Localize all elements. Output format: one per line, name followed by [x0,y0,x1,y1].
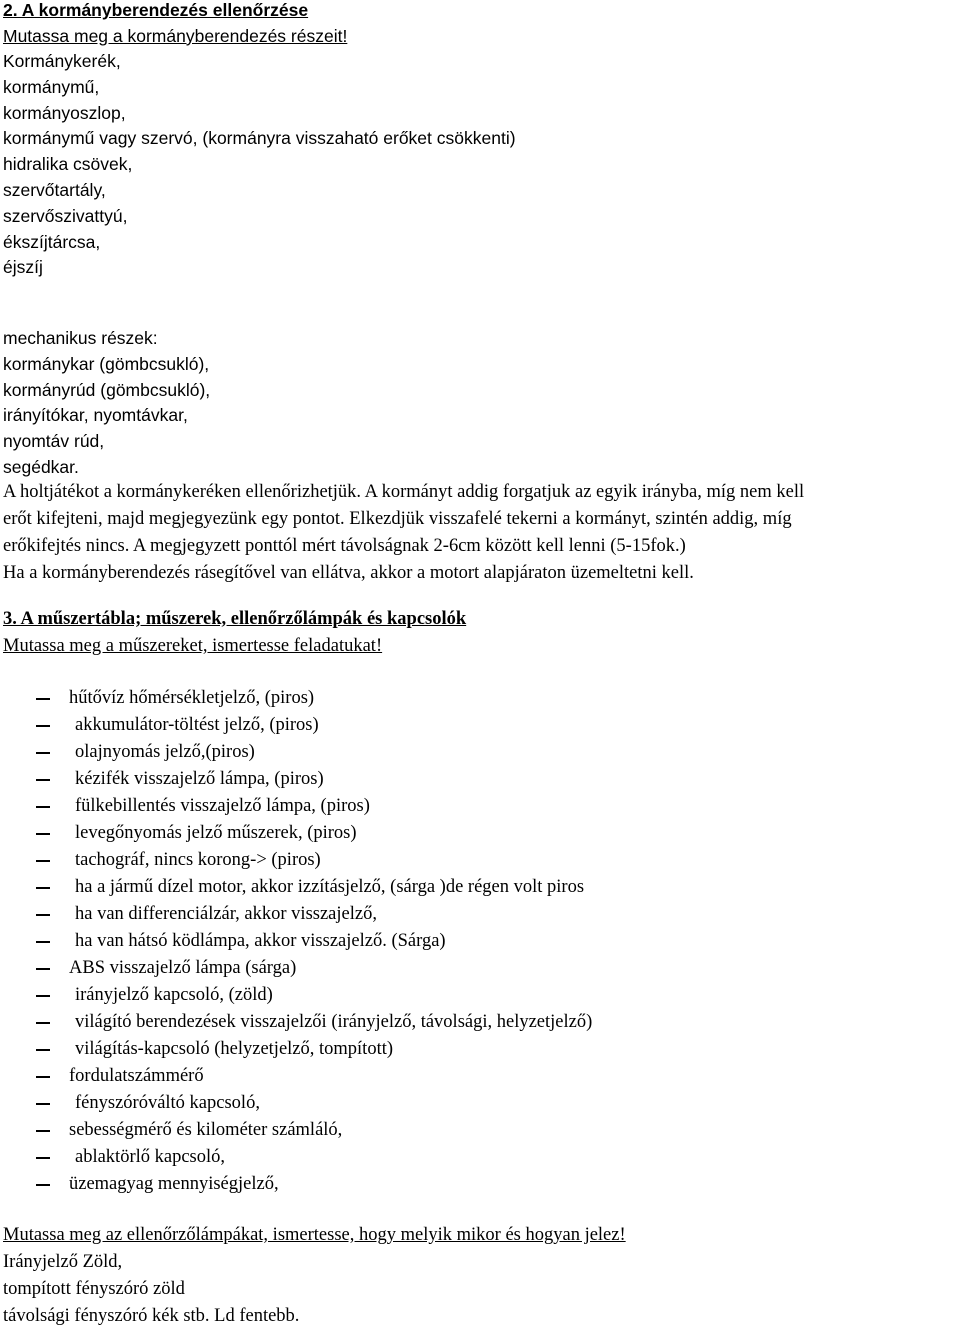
steering-part: kormánymű, [3,76,100,97]
steering-part: kormányoszlop, [3,102,126,123]
list-item-text: ha van differenciálzár, akkor visszajelző, [75,904,377,924]
dash-bullet-icon [36,1076,50,1078]
section-2 [3,0,347,50]
mechanical-part: nyomtáv rúd, [3,431,105,452]
dash-bullet-icon [36,698,50,700]
list-item-text: világítás-kapcsoló (helyzetjelző, tompított) [75,1039,394,1059]
list-item-text: sebességmérő és kilométer számláló, [69,1120,343,1140]
steering-part: hidralika csövek, [3,154,133,175]
mechanical-parts [3,326,210,481]
dash-bullet-icon [36,779,50,781]
paragraph-line: A holtjátékot a kormánykeréken ellenőrizhetjük. A kormányt addig forgatjuk az egyik irányba, míg nem kell [3,482,805,502]
dash-bullet-icon [36,968,50,970]
list-item-text: irányjelző kapcsoló, (zöld) [75,985,273,1005]
dash-bullet-icon [36,1022,50,1024]
section-3-heading: 3. A műszertábla; műszerek, ellenőrzőlámpák és kapcsolók [3,609,467,629]
list-item-text: ablaktörlő kapcsoló, [75,1147,226,1167]
steering-part: éjszíj [3,257,43,278]
list-item-text: fényszóróváltó kapcsoló, [75,1093,260,1113]
list-item-text: ha van hátsó ködlámpa, akkor visszajelző. (Sárga) [75,931,446,951]
list-item-text: olajnyomás jelző,(piros) [75,742,255,762]
dash-bullet-icon [36,806,50,808]
dash-bullet-icon [36,941,50,943]
section-3 [3,606,466,660]
mechanical-part: segédkar. [3,456,79,477]
list-item-text: üzemagyag mennyiségjelző, [69,1174,279,1194]
free-play-check-paragraph [3,479,958,587]
steering-parts-list [3,49,516,281]
list-item-text: világító berendezések visszajelzői (irányjelző, távolsági, helyzetjelző) [75,1012,593,1032]
mechanical-part: kormánykar (gömbcsukló), [3,353,210,374]
dash-bullet-icon [36,887,50,889]
dash-bullet-icon [36,1130,50,1132]
dash-bullet-icon [36,833,50,835]
list-item-text: kézifék visszajelző lámpa, (piros) [75,769,324,789]
steering-part: Kormánykerék, [3,51,121,71]
steering-part: ékszíjtárcsa, [3,231,101,252]
lamps-instruction: Mutassa meg az ellenőrzőlámpákat, ismertesse, hogy melyik mikor és hogyan jelez! [3,1225,626,1245]
list-item-text: fordulatszámmérő [69,1066,204,1086]
paragraph-line: erőkifejtés nincs. A megjegyzett ponttól mért távolságnak 2-6cm között kell lenni (5-15fok.) [3,536,686,556]
paragraph-line: erőt kifejteni, majd megjegyezünk egy pontot. Elkezdjük visszafelé tekerni a kormányt, szintén addig, míg [3,509,792,529]
steering-part: szervőtartály, [3,179,106,200]
list-item-text: levegőnyomás jelző műszerek, (piros) [75,823,357,843]
dash-bullet-icon [36,995,50,997]
list-item-text: ABS visszajelző lámpa (sárga) [69,958,297,978]
steering-part: kormánymű vagy szervó, (kormányra visszaható erőket csökkenti) [3,128,516,149]
list-item-text: fülkebillentés visszajelző lámpa, (piros) [75,796,370,816]
dash-bullet-icon [36,914,50,916]
mechanical-part: kormányrúd (gömbcsukló), [3,379,211,400]
list-item-text: akkumulátor-töltést jelző, (piros) [75,715,319,735]
dash-bullet-icon [36,752,50,754]
lamps-line: tompított fényszóró zöld [3,1279,185,1299]
section-2-heading: 2. A kormányberendezés ellenőrzése [3,0,309,20]
section-2-instruction: Mutassa meg a kormányberendezés részeit! [3,25,348,46]
mechanical-heading: mechanikus részek: [3,328,158,348]
mechanical-part: irányítókar, nyomtávkar, [3,405,188,426]
paragraph-line: Ha a kormányberendezés rásegítővel van ellátva, akkor a motort alapjáraton üzemeltetni kell. [3,563,694,583]
lamps-line: távolsági fényszóró kék stb. Ld fentebb. [3,1306,300,1326]
dash-bullet-icon [36,860,50,862]
dash-bullet-icon [36,1184,50,1186]
dash-bullet-icon [36,1049,50,1051]
lamps-section [3,1222,626,1330]
lamps-line: Irányjelző Zöld, [3,1252,123,1272]
dash-bullet-icon [36,725,50,727]
list-item-text: ha a jármű dízel motor, akkor izzításjelző, (sárga )de régen volt piros [75,877,585,897]
dash-bullet-icon [36,1157,50,1159]
list-item-text: tachográf, nincs korong-> (piros) [75,850,321,870]
dash-bullet-icon [36,1103,50,1105]
steering-part: szervőszivattyú, [3,205,128,226]
section-3-instruction: Mutassa meg a műszereket, ismertesse feladatukat! [3,636,383,656]
list-item-text: hűtővíz hőmérsékletjelző, (piros) [69,688,315,708]
